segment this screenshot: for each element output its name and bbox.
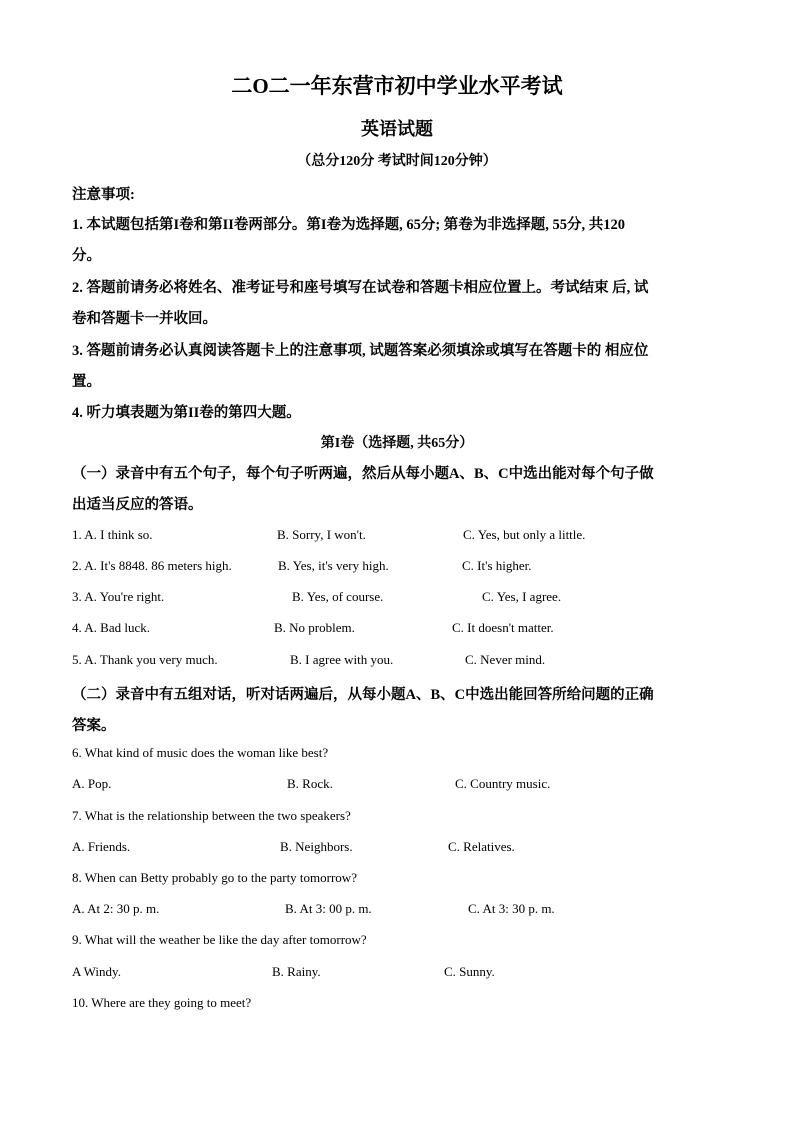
q2-option-c: C. It's higher. — [462, 558, 532, 573]
subject-title: 英语试题 — [361, 119, 433, 139]
q8-option-b: B. At 3: 00 p. m. — [285, 901, 372, 916]
q2-option-b: B. Yes, it's very high. — [278, 558, 389, 573]
note-1-line-1: 1. 本试题包括第I卷和第II卷两部分。第I卷为选择题, 65分; 第卷为非选择题, 55分, 共120 — [72, 217, 626, 233]
q9-option-b: B. Rainy. — [272, 964, 321, 979]
q4-option-b: B. No problem. — [274, 620, 355, 635]
q5-option-a: 5. A. Thank you very much. — [72, 652, 218, 667]
q9-stem: 9. What will the weather be like the day after tomorrow? — [72, 932, 367, 947]
note-2-line-2: 卷和答题卡一并收回。 — [72, 311, 217, 327]
note-4: 4. 听力填表题为第II卷的第四大题。 — [72, 405, 301, 421]
section-2-instruction-line-1: （二）录音中有五组对话，听对话两遍后，从每小题A、B、C中选出能回答所给问题的正确 — [72, 687, 654, 703]
q3-option-b: B. Yes, of course. — [292, 589, 384, 604]
q2-option-a: 2. A. It's 8848. 86 meters high. — [72, 558, 232, 573]
q6-stem: 6. What kind of music does the woman like best? — [72, 745, 329, 760]
note-3-line-2: 置。 — [72, 374, 101, 390]
q6-option-a: A. Pop. — [72, 776, 112, 791]
q7-stem: 7. What is the relationship between the two speakers? — [72, 808, 351, 823]
section-1-instruction-line-1: （一）录音中有五个句子，每个句子听两遍，然后从每小题A、B、C中选出能对每个句子做 — [72, 466, 654, 482]
q6-option-c: C. Country music. — [455, 776, 551, 791]
q7-option-c: C. Relatives. — [448, 839, 515, 854]
q9-option-c: C. Sunny. — [444, 964, 495, 979]
section-2-instruction-line-2: 答案。 — [72, 718, 116, 734]
section-1-instruction-line-2: 出适当反应的答语。 — [72, 497, 203, 513]
q5-option-c: C. Never mind. — [465, 652, 546, 667]
q1-option-b: B. Sorry, I won't. — [277, 527, 366, 542]
q3-option-c: C. Yes, I agree. — [482, 589, 562, 604]
note-3-line-1: 3. 答题前请务必认真阅读答题卡上的注意事项, 试题答案必须填涂或填写在答题卡的 相应位 — [72, 343, 649, 359]
q8-option-c: C. At 3: 30 p. m. — [468, 901, 555, 916]
q5-option-b: B. I agree with you. — [290, 652, 394, 667]
note-1-line-2: 分。 — [72, 248, 101, 264]
part-1-heading: 第I卷（选择题, 共65分） — [320, 436, 474, 451]
q4-option-a: 4. A. Bad luck. — [72, 620, 150, 635]
q1-option-a: 1. A. I think so. — [72, 527, 153, 542]
q6-option-b: B. Rock. — [287, 776, 333, 791]
q4-option-c: C. It doesn't matter. — [452, 620, 554, 635]
q7-option-b: B. Neighbors. — [280, 839, 353, 854]
notes-heading: 注意事项: — [72, 187, 135, 203]
exam-title: 二O二一年东营市初中学业水平考试 — [231, 74, 563, 98]
q8-stem: 8. When can Betty probably go to the party tomorrow? — [72, 870, 357, 885]
q8-option-a: A. At 2: 30 p. m. — [72, 901, 160, 916]
note-2-line-1: 2. 答题前请务必将姓名、准考证号和座号填写在试卷和答题卡相应位置上。考试结束 后, 试 — [72, 280, 649, 296]
q3-option-a: 3. A. You're right. — [72, 589, 165, 604]
q1-option-c: C. Yes, but only a little. — [463, 527, 586, 542]
q9-option-a: A Windy. — [72, 964, 121, 979]
q10-stem: 10. Where are they going to meet? — [72, 995, 252, 1010]
q7-option-a: A. Friends. — [72, 839, 131, 854]
score-time-note: （总分120分 考试时间120分钟） — [297, 154, 497, 169]
